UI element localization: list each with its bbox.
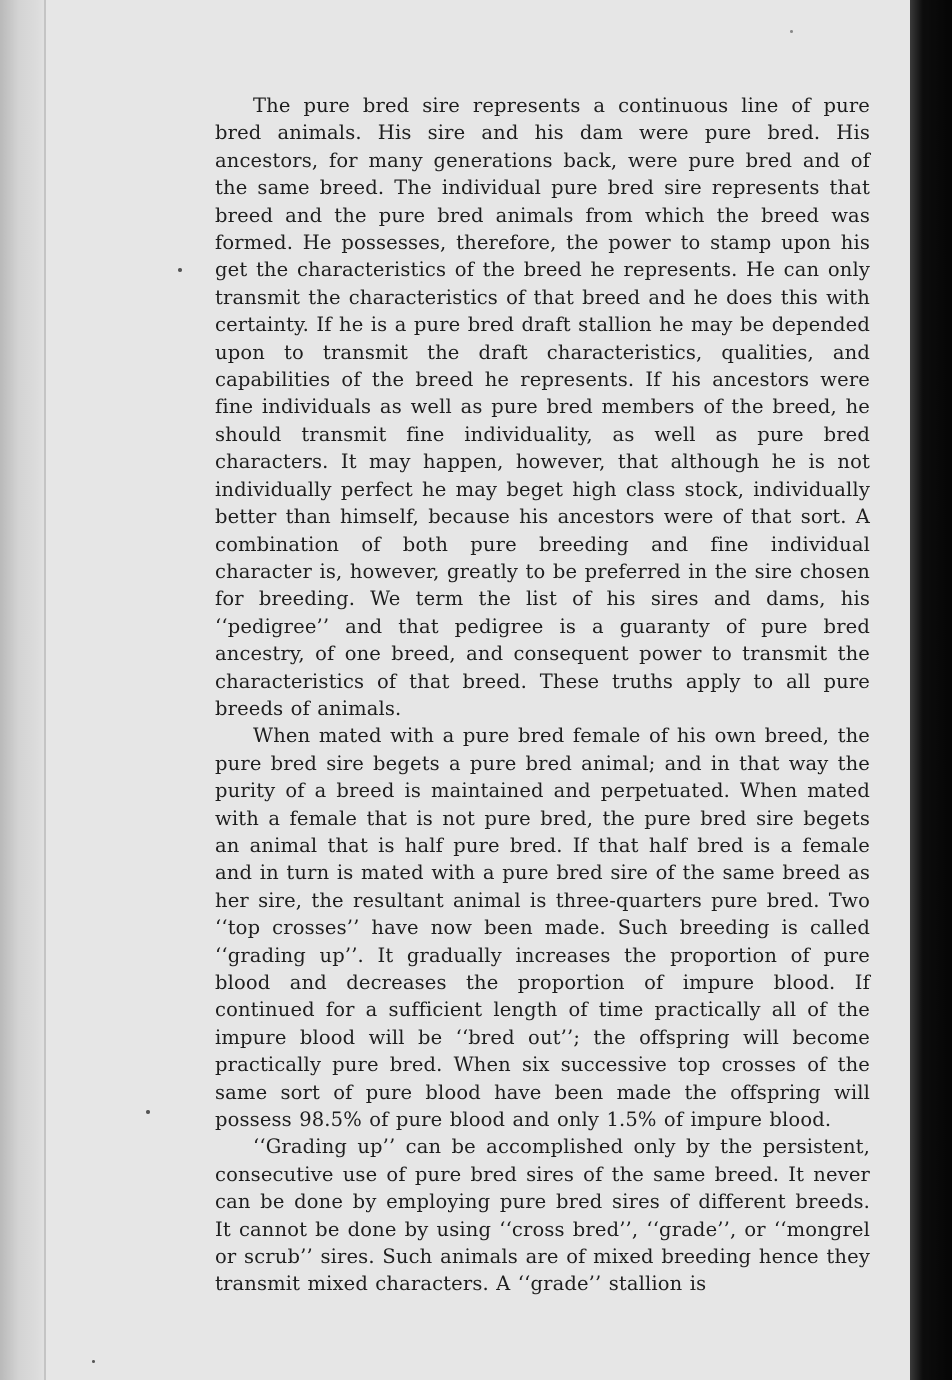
page-edge-line (44, 0, 46, 1380)
body-text (215, 92, 870, 1298)
scan-speck (178, 268, 182, 272)
paragraph: The pure bred sire represents a continuous line of pure bred animals. His sire and his dam were pure bred. His ancestors, for many generations back, were pure bred and of the same breed. The individual pure bred sire represents that breed and the pure bred animals from which the breed was formed. He possesses, therefore, the power to stamp upon his get the characteristics of the breed he represents. He can only transmit the characteristics of that breed and he does this with certainty. If he is a pure bred draft stallion he may be depended upon to transmit the draft characteristics, qualities, and capabilities of the breed he represents. If his ancestors were fine individuals as well as pure bred members of the breed, he should transmit fine individuality, as well as pure bred characters. It may happen, however, that although he is not individually perfect he may beget high class stock, individually better than himself, because his ancestors were of that sort. A combination of both pure breeding and fine individual character is, however, greatly to be preferred in the sire chosen for breeding. We term the list of his sires and dams, his ‘‘pedigree’’ and that pedigree is a guaranty of pure bred ancestry, of one breed, and consequent power to transmit the characteristics of that breed. These truths apply to all pure breeds of animals. (215, 94, 870, 720)
scan-speck (790, 30, 793, 33)
paragraph: ‘‘Grading up’’ can be accomplished only by the persistent, consecutive use of pure bred sires of the same breed. It never can be done by employing pure bred sires of different breeds. It cannot be done by using ‘‘cross bred’’, ‘‘grade’’, or ‘‘mongrel or scrub’’ sires. Such animals are of mixed breeding hence they transmit mixed characters. A ‘‘grade’’ stallion is (215, 1135, 870, 1296)
paragraph: When mated with a pure bred female of his own breed, the pure bred sire begets a pure bred animal; and in that way the purity of a breed is maintained and perpetuated. When mated with a female that is not pure bred, the pure bred sire begets an animal that is half pure bred. If that half bred is a female and in turn is mated with a pure bred sire of the same breed as her sire, the resultant animal is three-quarters pure bred. Two ‘‘top crosses’’ have now been made. Such breeding is called ‘‘grading up’’. It gradually increases the proportion of pure blood and decreases the proportion of impure blood. If continued for a sufficient length of time practically all of the impure blood will be ‘‘bred out’’; the offspring will become practically pure bred. When six successive top crosses of the same sort of pure blood have been made the offspring will possess 98.5% of pure blood and only 1.5% of impure blood. (215, 724, 870, 1132)
scan-speck (92, 1360, 95, 1363)
scan-speck (146, 1110, 150, 1114)
scan-border-bar (910, 0, 952, 1380)
page-binding-shadow (0, 0, 46, 1380)
